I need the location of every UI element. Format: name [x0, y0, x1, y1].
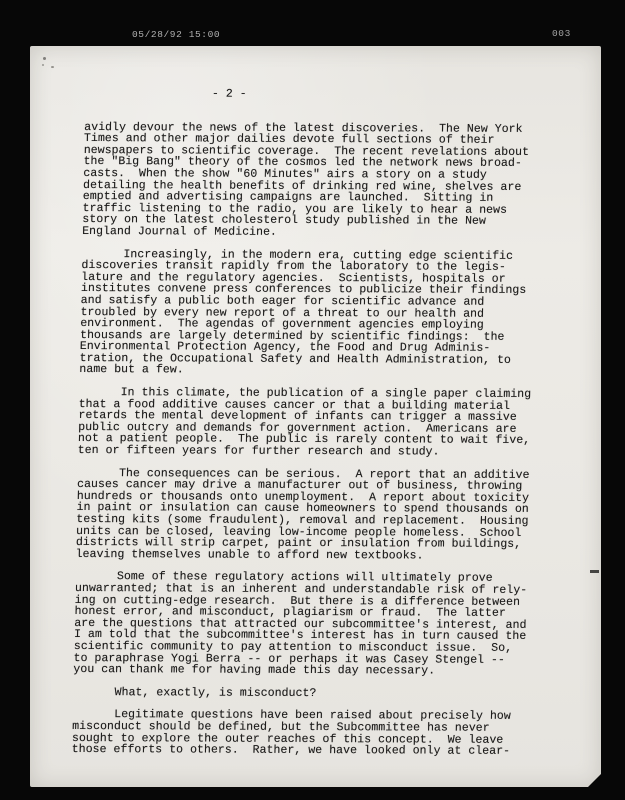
page-content	[72, 88, 565, 758]
scan-speck	[42, 64, 44, 66]
paragraph: Some of these regulatory actions will ultimately prove unwarranted; that is an inherent and understandable risk of rely- ing on cutting-edge research. But there is a difference between honest error, and misconduct, plagiarism or fraud. The latter are the questions that attracted our subcommittee's interest, and I am told that the subcommittee's interest has in turn caused the scientific community to pay attention to misconduct issue. So, to paraphrase Yogi Berra -- or perhaps it was Casey Stengel -- you can thank me for having made this day necessary.	[73, 570, 528, 678]
paper	[30, 46, 601, 787]
page-number: - 2 -	[211, 87, 247, 101]
scan-speck	[43, 57, 46, 60]
paragraph: Legitimate questions have been raised about precisely how misconduct should be defined, but the Subcommittee has never sought to explore the outer reaches of this concept. We leave those efforts to others. Rather, we have looked only at clear-	[71, 708, 511, 758]
paragraph: The consequences can be serious. A report that an additive causes cancer may drive a manufacturer out of business, throwing hundreds or thousands onto unemployment. A report about toxicity in paint or insulation can cause homeowners to spend thousands on testing kits (some fraudulent), removal and replacement. Housing units can be closed, leaving low-income people homeless. School districts will strip carpet, paint or insulation from buildings, leaving themselves unable to afford new textbooks.	[75, 466, 530, 563]
scan-edge-mark	[590, 570, 599, 573]
scan-speck	[51, 66, 54, 68]
paragraph: Increasingly, in the modern era, cutting edge scientific discoveries transit rapidly from the laboratory to the legis- lature and the regulatory agencies. Scientists, hospitals or institutes convene press conferences to publicize their findings and satisfy a public both eager for scientific advance and troubled by every new report of a threat to our health and environment. The agendas of government agencies employing thousands are largely determined by scientific findings: the Environmental Protection Agency, the Food and Drug Adminis- tration, the Occupational Safety and Health Administration, to name but a few.	[79, 247, 527, 377]
paragraph: avidly devour the news of the latest discoveries. The New York Times and other major dailies devote full sections of their newspapers to scientific coverage. The recent revelations about the "Big Bang" theory of the cosmos led the network news broad- casts. When the show "60 Minutes" airs a story on a study detailing the health benefits of drinking red wine, shelves are emptied and advertising campaigns are launched. Sitting in traffic listening to the radio, you are likely to hear a news story on the latest cholesterol study published in the New England Journal of Medicine.	[81, 120, 530, 239]
fax-timestamp: 05/28/92 15:00	[132, 29, 221, 40]
fax-page-counter: 003	[552, 28, 571, 39]
paragraph: What, exactly, is misconduct?	[72, 685, 317, 700]
paper-corner-shadow	[588, 774, 601, 787]
fax-header-bar	[30, 22, 601, 46]
paragraph: In this climate, the publication of a single paper claiming that a food additive causes cancer or that a building material retards the mental development of infants can trigger a massive public outcry and demands for government action. Americans are not a patient people. The public is rarely content to wait five, ten or fifteen years for further research and study.	[77, 386, 532, 459]
